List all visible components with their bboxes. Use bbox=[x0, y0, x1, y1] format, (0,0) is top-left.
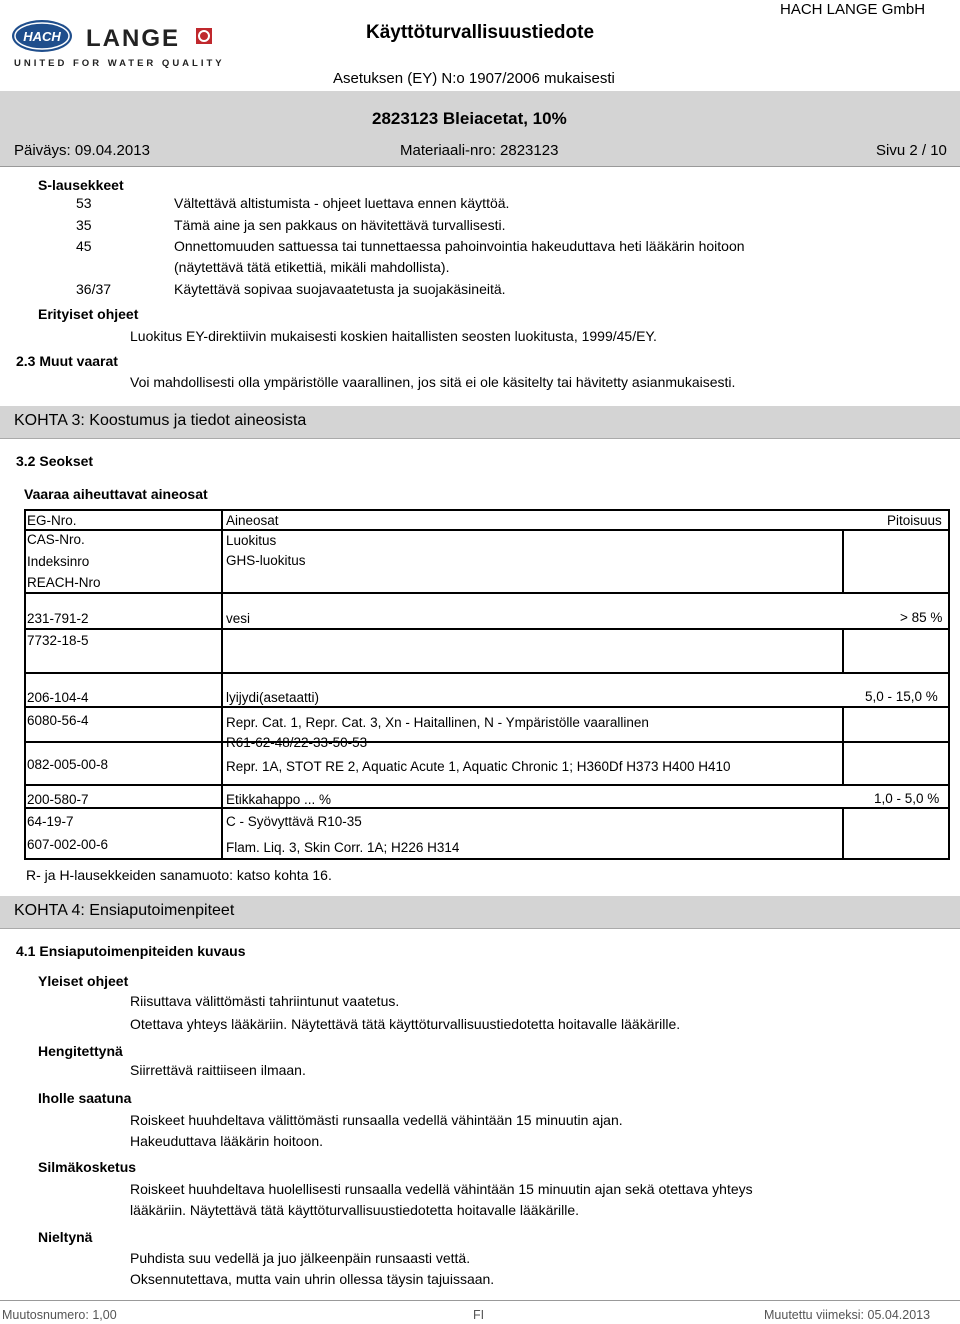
inhalation-heading: Hengitettynä bbox=[38, 1043, 123, 1059]
hach-lange-logo bbox=[0, 0, 260, 90]
last-modified: Muutettu viimeksi: 05.04.2013 bbox=[764, 1308, 931, 1322]
table-row-3-name: Etikkahappo ... % bbox=[226, 792, 332, 807]
general-advice-text: Riisuttava välittömästi tahriintunut vaatetus. bbox=[130, 993, 400, 1009]
footer-divider bbox=[0, 1300, 960, 1301]
page-number: Sivu 2 / 10 bbox=[876, 142, 947, 159]
s-phrase-code: 45 bbox=[76, 238, 92, 254]
language-code: FI bbox=[473, 1308, 485, 1322]
table-row-3-cas: 64-19-7 bbox=[27, 814, 74, 829]
section-4-band bbox=[0, 896, 960, 929]
general-advice-text: Otettava yhteys lääkäriin. Näytettävä tätä käyttöturvallisuustiedotetta hoitavalle lääkärille. bbox=[130, 1016, 681, 1032]
table-row-2-cas: 6080-56-4 bbox=[27, 713, 89, 728]
special-instructions-text: Luokitus EY-direktiivin mukaisesti koskien haitallisten seosten luokitusta, 1999/45/EY. bbox=[130, 328, 657, 344]
other-hazards-heading: 2.3 Muut vaarat bbox=[16, 353, 118, 369]
col-aineosat: Aineosat bbox=[226, 513, 279, 528]
eye-contact-text: Roiskeet huuhdeltava huolellisesti runsaalla vedellä vähintään 15 minuutin ajan sekä otettava yhteys bbox=[130, 1181, 753, 1197]
table-row-2-conc: 5,0 - 15,0 % bbox=[865, 689, 938, 704]
table-row-1-conc: > 85 % bbox=[900, 610, 943, 625]
doc-title: Käyttöturvallisuustiedote bbox=[366, 22, 595, 43]
s-phrase-text: Käytettävä sopivaa suojavaatetusta ja suojakäsineitä. bbox=[174, 281, 506, 297]
table-row-3-ghs: Flam. Liq. 3, Skin Corr. 1A; H226 H314 bbox=[226, 840, 460, 855]
col-eg-nro: EG-Nro. bbox=[27, 513, 77, 528]
table-row-1-cas: 7732-18-5 bbox=[27, 633, 89, 648]
inhalation-text: Siirrettävä raittiiseen ilmaan. bbox=[130, 1062, 306, 1078]
s-phrase-text: Tämä aine ja sen pakkaus on hävitettävä turvallisesti. bbox=[174, 217, 506, 233]
regulation: Asetuksen (EY) N:o 1907/2006 mukaisesti bbox=[333, 70, 615, 87]
section-3-2-heading: 3.2 Seokset bbox=[16, 453, 94, 469]
other-hazards-text: Voi mahdollisesti olla ympäristölle vaarallinen, jos sitä ei ole käsitelty tai hävitetty asianmukaisesti. bbox=[130, 374, 736, 390]
skin-contact-heading: Iholle saatuna bbox=[38, 1090, 132, 1106]
eye-contact-text: lääkäriin. Näytettävä tätä käyttöturvallisuustiedotetta hoitavalle lääkärille. bbox=[130, 1202, 580, 1218]
table-row-3-index: 607-002-00-6 bbox=[27, 837, 109, 852]
general-advice-heading: Yleiset ohjeet bbox=[38, 973, 129, 989]
ingestion-heading: Nieltynä bbox=[38, 1229, 93, 1245]
s-phrase-code: 35 bbox=[76, 217, 92, 233]
col-indeksinro: Indeksinro bbox=[27, 554, 90, 569]
table-row-2-index: 082-005-00-8 bbox=[27, 757, 109, 772]
special-instructions-heading: Erityiset ohjeet bbox=[38, 306, 139, 322]
s-phrases-heading: S-lausekkeet bbox=[38, 177, 124, 193]
col-ghs-luokitus: GHS-luokitus bbox=[226, 553, 306, 568]
table-row-3-eg: 200-580-7 bbox=[27, 792, 89, 807]
product-name: 2823123 Bleiacetat, 10% bbox=[372, 109, 567, 128]
phrases-note: R- ja H-lausekkeiden sanamuoto: katso kohta 16. bbox=[26, 867, 332, 883]
s-phrase-text: Onnettomuuden sattuessa tai tunnettaessa pahoinvointia hakeuduttava heti lääkärin hoitoon bbox=[174, 238, 745, 254]
table-row-2-eg: 206-104-4 bbox=[27, 690, 89, 705]
section-4-title: KOHTA 4: Ensiaputoimenpiteet bbox=[14, 902, 235, 919]
material-number: Materiaali-nro: 2823123 bbox=[400, 142, 559, 159]
company-logo bbox=[0, 0, 260, 90]
table-row-1-name: vesi bbox=[226, 611, 251, 626]
ingestion-text: Puhdista suu vedellä ja juo jälkeenpäin runsaasti vettä. bbox=[130, 1250, 471, 1266]
col-cas-nro: CAS-Nro. bbox=[27, 532, 85, 547]
hazardous-components-heading: Vaaraa aiheuttavat aineosat bbox=[24, 486, 208, 502]
tagline: UNITED FOR WATER QUALITY bbox=[14, 58, 225, 69]
header-band bbox=[0, 91, 960, 167]
section-3-band bbox=[0, 406, 960, 439]
table-row-2-r-phrases: R61-62-48/22-33-50-53 bbox=[226, 735, 368, 750]
s-phrase-text: (näytettävä tätä etikettiä, mikäli mahdollista). bbox=[174, 259, 450, 275]
section-4-1-heading: 4.1 Ensiaputoimenpiteiden kuvaus bbox=[16, 943, 246, 959]
table-row-3-classification: C - Syövyttävä R10-35 bbox=[226, 814, 362, 829]
col-luokitus: Luokitus bbox=[226, 533, 277, 548]
revision-number: Muutosnumero: 1,00 bbox=[2, 1308, 117, 1322]
table-row-1-eg: 231-791-2 bbox=[27, 611, 89, 626]
table-row-2-name: lyijydi(asetaatti) bbox=[226, 690, 320, 705]
s-phrase-code: 53 bbox=[76, 195, 92, 211]
col-pitoisuus: Pitoisuus bbox=[887, 513, 942, 528]
skin-contact-text: Roiskeet huuhdeltava välittömästi runsaalla vedellä vähintään 15 minuutin ajan. bbox=[130, 1112, 623, 1128]
company-name: HACH LANGE GmbH bbox=[780, 1, 926, 18]
brand-name: LANGE bbox=[86, 25, 180, 52]
table-row-2-classification: Repr. Cat. 1, Repr. Cat. 3, Xn - Haitallinen, N - Ympäristölle vaarallinen bbox=[226, 715, 649, 730]
ingestion-text: Oksennutettava, mutta vain uhrin ollessa täysin tajuissaan. bbox=[130, 1271, 495, 1287]
date: Päiväys: 09.04.2013 bbox=[14, 142, 150, 159]
table-row-3-conc: 1,0 - 5,0 % bbox=[874, 791, 940, 806]
hach-badge-text: HACH bbox=[23, 29, 61, 44]
eye-contact-heading: Silmäkosketus bbox=[38, 1159, 137, 1175]
table-row-2-ghs: Repr. 1A, STOT RE 2, Aquatic Acute 1, Aquatic Chronic 1; H360Df H373 H400 H410 bbox=[226, 759, 731, 774]
col-reach-nro: REACH-Nro bbox=[27, 575, 101, 590]
s-phrase-code: 36/37 bbox=[76, 281, 112, 297]
s-phrase-text: Vältettävä altistumista - ohjeet luettava ennen käyttöä. bbox=[174, 195, 510, 211]
skin-contact-text: Hakeuduttava lääkärin hoitoon. bbox=[130, 1133, 324, 1149]
section-3-title: KOHTA 3: Koostumus ja tiedot aineosista bbox=[14, 412, 307, 429]
